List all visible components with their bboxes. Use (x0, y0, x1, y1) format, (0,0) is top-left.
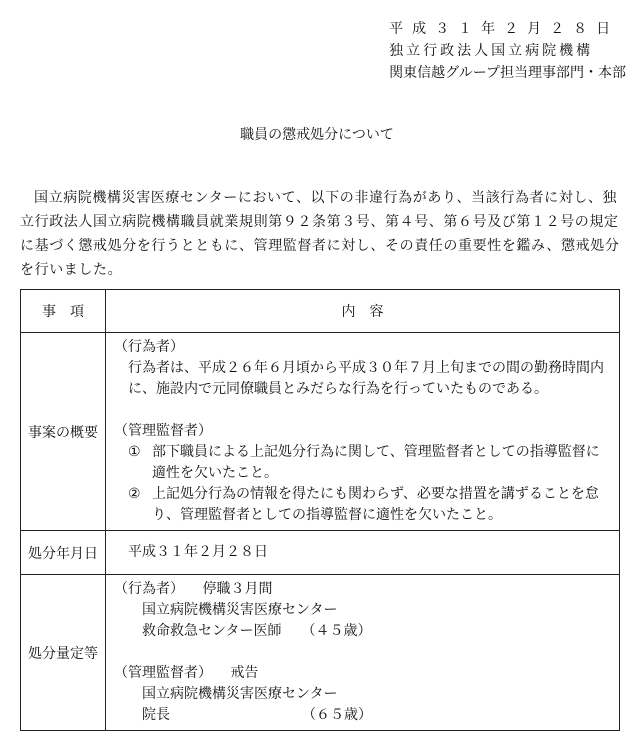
item-number: ② (128, 486, 141, 502)
date-label: 処分年月日 (21, 531, 106, 575)
header-item-label: 事 項 (42, 304, 84, 320)
penalty-actor-value: 停職３月間 (202, 581, 273, 597)
item-number: ① (128, 444, 141, 460)
table-row-summary (21, 333, 620, 531)
item-text: 上記処分行為の情報を得たにも関わらず、必要な措置を講ずることを怠り、管理監督者としての指導監督に適性を欠いたこと。 (152, 486, 599, 523)
table-row-penalty (21, 575, 620, 731)
penalty-content (106, 575, 620, 731)
summary-content (106, 333, 620, 531)
actor-heading: （行為者） (114, 339, 184, 355)
penalty-manager-position-line (114, 705, 611, 726)
header (389, 18, 626, 84)
document-title: 職員の懲戒処分について (240, 127, 394, 143)
table-header-row (21, 290, 620, 333)
table-row-date (21, 531, 620, 575)
penalty-manager-value: 戒告 (230, 665, 259, 681)
date-value (106, 531, 620, 575)
list-item (114, 442, 611, 484)
penalty-manager-position: 院長 (142, 707, 170, 723)
penalty-actor-position-line (114, 621, 611, 642)
manager-heading: （管理監督者） (114, 423, 212, 439)
penalty-actor-age: （４５歳） (301, 623, 372, 639)
disciplinary-table (20, 289, 620, 731)
penalty-actor-heading: （行為者） (114, 581, 184, 597)
actor-description: 行為者は、平成２６年６月頃から平成３０年７月上旬までの間の勤務時間内に、施設内で元同僚職員とみだらな行為を行っていたものである。 (128, 360, 604, 397)
penalty-manager-age: （６５歳） (302, 707, 372, 723)
penalty-manager-org: 国立病院機構災害医療センター (142, 686, 338, 702)
summary-label: 事案の概要 (21, 333, 106, 531)
penalty-actor-line (114, 579, 611, 600)
penalty-manager-heading: （管理監督者） (114, 665, 212, 681)
department-name: 関東信越グループ担当理事部門・本部 (389, 65, 626, 81)
header-content (106, 290, 620, 333)
penalty-actor-org: 国立病院機構災害医療センター (142, 602, 338, 618)
intro-paragraph: 国立病院機構災害医療センターにおいて、以下の非違行為があり、当該行為者に対し、独立行政法人国立病院機構職員就業規則第９２条第３号、第４号、第６号及び第１２号の規定に基づく懲戒処分を行うとともに、管理監督者に対し、その責任の重要性を鑑み、懲戒処分を行いました。 (20, 190, 620, 278)
penalty-label: 処分量定等 (21, 575, 106, 731)
issue-date: 平成３１年２月２８日 (389, 21, 620, 37)
penalty-manager-line (114, 663, 611, 684)
penalty-actor-position: 救命救急センター医師 (142, 623, 282, 639)
organization-name: 独立行政法人国立病院機構 (389, 43, 594, 59)
header-content-label: 内 容 (341, 304, 384, 320)
list-item (114, 484, 611, 526)
date-value-text: 平成３１年２月２８日 (128, 544, 268, 560)
header-item (21, 290, 106, 333)
item-text: 部下職員による上記処分行為に関して、管理監督者としての指導監督に適性を欠いたこと。 (152, 444, 600, 481)
